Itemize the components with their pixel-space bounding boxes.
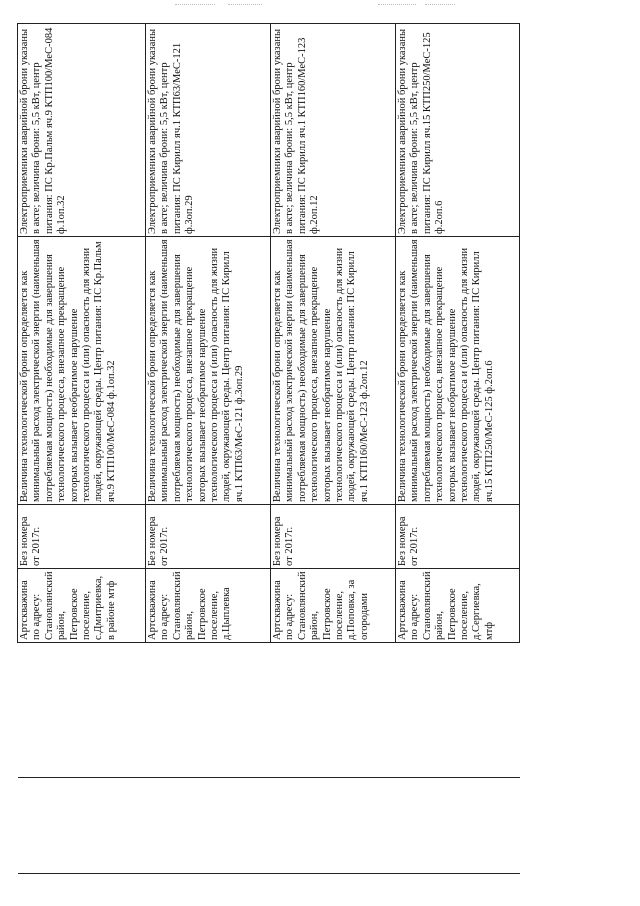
column-divider-2 [17,504,520,505]
table-cell-emergency: Электроприемники аварийной брони указаны в акте; величина брони: 5,5 кВт, центр питания: ПС Кирилл яч.1 КТП63/МеС-121 ф.3оп.29 [147,28,196,234]
table-cell-number: Без номера от 2017г. [272,516,296,566]
table-cell-description: Величина технологической брони определяется как минимальный расход электрической энергии (наименьшая потребляемая мощность) необходимые для завершения технологического процесса, внезапное прекращение которых вызывает необратимое нарушение технологического процесса и (или) опасность для жизни людей, окружающей среды. Центр питания: ПС Кирилл яч.1 КТП160/МеС-123 ф.2оп.12 [272,239,370,502]
table-cell-object: Артскважина по адресу: Становлянский район, Петровское поселение, с.Дмитриевка, в районе мтф [19,571,117,640]
table-cell-emergency: Электроприемники аварийной брони указаны в акте; величина брони: 5,5 кВт, центр питания: ПС Кр.Пальм яч.9 КТП100/МеС-084 ф.1оп.32 [19,27,68,234]
table-border-left [17,642,520,643]
table-cell-object: Артскважина по адресу: Становлянский район, Петровское поселение, д.Поповка, за огородами [272,571,370,640]
scan-artifact [228,4,262,6]
separator-line-1 [18,777,520,778]
column-divider-1 [17,568,520,569]
column-divider-3 [17,236,520,237]
row-divider-3 [395,23,396,643]
separator-line-2 [18,873,520,874]
table-cell-object: Артскважина по адресу: Становлянский район, Петровское поселение, д.Цыплевка [147,571,233,640]
rotated-table-page [16,18,522,888]
scan-artifact [378,4,416,6]
table-cell-emergency: Электроприемники аварийной брони указаны в акте; величина брони: 5,5 кВт, центр питания: ПС Кирилл яч.15 КТП250/МеС-125 ф.2оп.6 [397,28,446,234]
table-border-bottom [519,23,520,643]
table-cell-number: Без номера от 2017г. [147,516,171,566]
table-cell-description: Величина технологической брони определяется как минимальный расход электрической энергии (наименьшая потребляемая мощность) необходимые для завершения технологического процесса, внезапное прекращение которых вызывает необратимое нарушение технологического процесса и (или) опасность для жизни людей, окружающей среды. Центр питания: ПС Кирилл яч.1 КТП63/МеС-121 ф.3оп.29 [147,239,245,502]
scan-artifact [425,4,455,6]
table-cell-object: Артскважина по адресу: Становлянский район, Петровское поселение, д.Сергиевка, мтф [397,571,495,640]
row-divider-2 [270,23,271,643]
table-cell-description: Величина технологической брони определяется как минимальный расход электрической энергии (наименьшая потребляемая мощность) необходимые для завершения технологического процесса, внезапное прекращение которых вызывает необратимое нарушение технологического процесса и (или) опасность для жизни людей, окружающей среды. Центр питания: ПС Кирилл яч.15 КТП250/МеС-125 ф.2оп.6 [397,239,495,502]
table-cell-number: Без номера от 2017г. [19,516,43,566]
table-border-right [17,23,520,24]
table-cell-number: Без номера от 2017г. [397,516,421,566]
table-cell-emergency: Электроприемники аварийной брони указаны в акте; величина брони: 5,5 кВт, центр питания: ПС Кирилл яч.1 КТП160/МеС-123 ф.2оп.12 [272,28,321,234]
table-cell-description: Величина технологической брони определяется как минимальный расход электрической энергии (наименьшая потребляемая мощность) необходимые для завершения технологического процесса, внезапное прекращение которых вызывает необратимое нарушение технологического процесса и (или) опасность для жизни людей, окружающей среды. Центр питания: ПС Кр.Пальм яч.9 КТП100/МеС-084 ф.1оп.32 [19,239,117,502]
row-divider-1 [145,23,146,643]
table-border-top [17,23,18,643]
scan-artifact [175,4,215,6]
